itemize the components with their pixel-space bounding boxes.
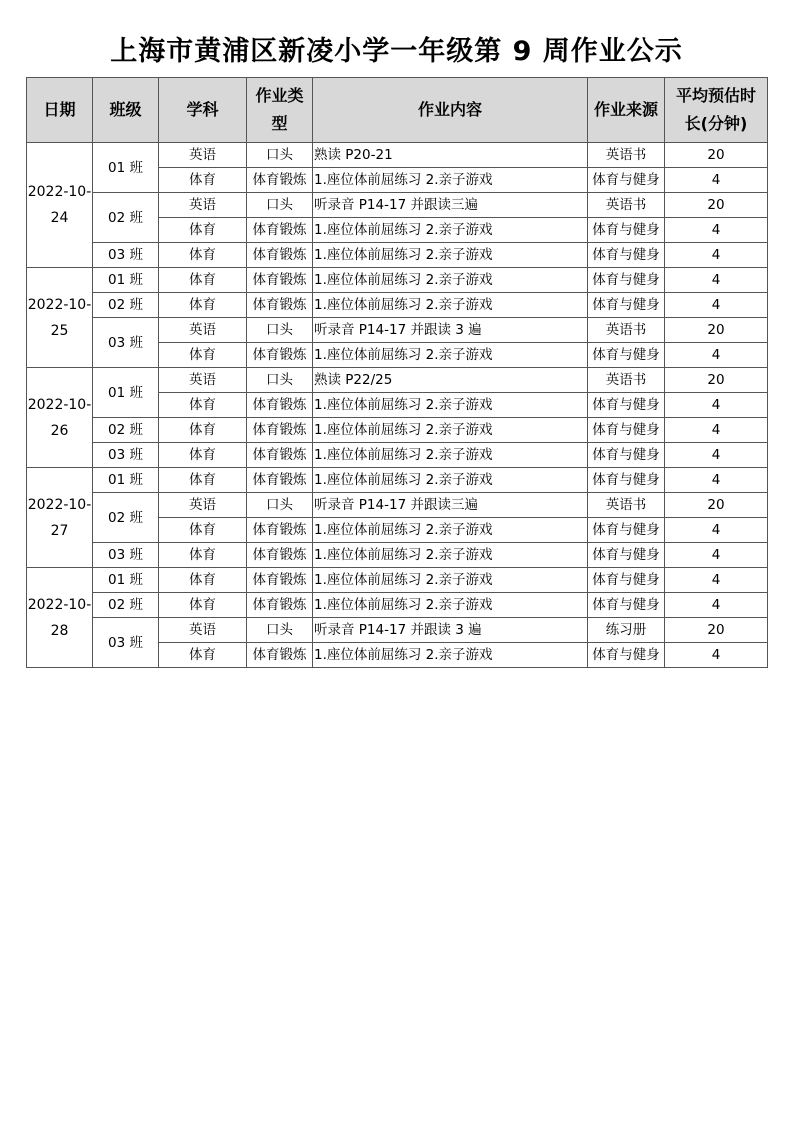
type-cell: 体育锻炼 xyxy=(247,643,313,668)
source-cell: 英语书 xyxy=(588,193,665,218)
date-line2: 26 xyxy=(50,422,69,439)
date-cell xyxy=(27,143,93,268)
content-cell: 1.座位体前屈练习 2.亲子游戏 xyxy=(313,293,588,318)
content-cell: 1.座位体前屈练习 2.亲子游戏 xyxy=(313,418,588,443)
header-time xyxy=(665,78,768,143)
header-class: 班级 xyxy=(93,78,159,143)
header-type-line1: 作业类 xyxy=(255,86,304,105)
content-cell: 1.座位体前屈练习 2.亲子游戏 xyxy=(313,568,588,593)
type-cell: 体育锻炼 xyxy=(247,243,313,268)
table-body xyxy=(27,143,768,668)
type-cell: 体育锻炼 xyxy=(247,343,313,368)
date-line1: 2022-10- xyxy=(27,184,92,200)
date-line1: 2022-10- xyxy=(27,296,92,313)
type-cell: 体育锻炼 xyxy=(247,418,313,443)
source-cell: 体育与健身 xyxy=(588,593,665,618)
subject-cell: 英语 xyxy=(159,368,247,393)
source-cell: 体育与健身 xyxy=(588,643,665,668)
header-date: 日期 xyxy=(27,78,93,143)
table-row xyxy=(27,318,768,343)
type-cell: 体育锻炼 xyxy=(247,168,313,193)
table-row xyxy=(27,268,768,293)
type-cell: 体育锻炼 xyxy=(247,268,313,293)
content-cell: 听录音 P14-17 并跟读三遍 xyxy=(313,493,588,518)
class-cell: 01 班 xyxy=(93,268,159,293)
subject-cell: 体育 xyxy=(159,543,247,568)
content-cell: 听录音 P14-17 并跟读 3 遍 xyxy=(313,618,588,643)
subject-cell: 体育 xyxy=(159,218,247,243)
time-cell: 20 xyxy=(665,318,768,343)
type-cell: 体育锻炼 xyxy=(247,468,313,493)
time-cell: 4 xyxy=(665,643,768,668)
subject-cell: 英语 xyxy=(159,193,247,218)
subject-cell: 体育 xyxy=(159,168,247,193)
source-cell: 体育与健身 xyxy=(588,418,665,443)
content-cell: 1.座位体前屈练习 2.亲子游戏 xyxy=(313,168,588,193)
subject-cell: 体育 xyxy=(159,268,247,293)
header-subject: 学科 xyxy=(159,78,247,143)
header-type xyxy=(247,78,313,143)
table-row xyxy=(27,493,768,518)
class-cell: 03 班 xyxy=(93,543,159,568)
table-row xyxy=(27,618,768,643)
source-cell: 体育与健身 xyxy=(588,243,665,268)
content-cell: 1.座位体前屈练习 2.亲子游戏 xyxy=(313,643,588,668)
class-cell: 02 班 xyxy=(93,418,159,443)
time-cell: 4 xyxy=(665,568,768,593)
subject-cell: 体育 xyxy=(159,418,247,443)
date-line2: 24 xyxy=(50,210,69,226)
subject-cell: 体育 xyxy=(159,293,247,318)
source-cell: 体育与健身 xyxy=(588,218,665,243)
source-cell: 英语书 xyxy=(588,493,665,518)
time-cell: 4 xyxy=(665,243,768,268)
time-cell: 20 xyxy=(665,618,768,643)
time-cell: 4 xyxy=(665,593,768,618)
class-cell: 03 班 xyxy=(93,243,159,268)
time-cell: 4 xyxy=(665,418,768,443)
class-cell: 01 班 xyxy=(93,568,159,593)
time-cell: 4 xyxy=(665,343,768,368)
table-row xyxy=(27,243,768,268)
page-title: 上海市黄浦区新凌小学一年级第 9 周作业公示 xyxy=(110,36,683,67)
source-cell: 英语书 xyxy=(588,368,665,393)
date-line1: 2022-10- xyxy=(27,596,92,613)
type-cell: 口头 xyxy=(247,618,313,643)
header-type-line2: 型 xyxy=(271,114,288,133)
table-row xyxy=(27,593,768,618)
content-cell: 听录音 P14-17 并跟读 3 遍 xyxy=(313,318,588,343)
subject-cell: 体育 xyxy=(159,643,247,668)
class-cell: 01 班 xyxy=(93,143,159,193)
type-cell: 体育锻炼 xyxy=(247,393,313,418)
table-row xyxy=(27,468,768,493)
source-cell: 体育与健身 xyxy=(588,568,665,593)
type-cell: 体育锻炼 xyxy=(247,518,313,543)
type-cell: 体育锻炼 xyxy=(247,293,313,318)
content-cell: 1.座位体前屈练习 2.亲子游戏 xyxy=(313,243,588,268)
date-line1: 2022-10- xyxy=(27,496,92,513)
source-cell: 练习册 xyxy=(588,618,665,643)
type-cell: 体育锻炼 xyxy=(247,593,313,618)
header-time-line2: 长(分钟) xyxy=(684,114,748,133)
header-time-line1: 平均预估时 xyxy=(675,86,756,105)
time-cell: 20 xyxy=(665,368,768,393)
date-line1: 2022-10- xyxy=(27,396,92,413)
header-source: 作业来源 xyxy=(588,78,665,143)
content-cell: 1.座位体前屈练习 2.亲子游戏 xyxy=(313,343,588,368)
subject-cell: 体育 xyxy=(159,593,247,618)
time-cell: 4 xyxy=(665,293,768,318)
source-cell: 英语书 xyxy=(588,143,665,168)
subject-cell: 体育 xyxy=(159,243,247,268)
subject-cell: 英语 xyxy=(159,493,247,518)
source-cell: 体育与健身 xyxy=(588,468,665,493)
content-cell: 听录音 P14-17 并跟读三遍 xyxy=(313,193,588,218)
content-cell: 1.座位体前屈练习 2.亲子游戏 xyxy=(313,468,588,493)
time-cell: 4 xyxy=(665,518,768,543)
class-cell: 01 班 xyxy=(93,468,159,493)
type-cell: 口头 xyxy=(247,193,313,218)
content-cell: 熟读 P20-21 xyxy=(313,143,588,168)
content-cell: 1.座位体前屈练习 2.亲子游戏 xyxy=(313,218,588,243)
subject-cell: 体育 xyxy=(159,393,247,418)
subject-cell: 体育 xyxy=(159,343,247,368)
source-cell: 体育与健身 xyxy=(588,293,665,318)
time-cell: 4 xyxy=(665,268,768,293)
source-cell: 体育与健身 xyxy=(588,343,665,368)
subject-cell: 体育 xyxy=(159,468,247,493)
class-cell: 02 班 xyxy=(93,493,159,543)
source-cell: 体育与健身 xyxy=(588,443,665,468)
table-row xyxy=(27,368,768,393)
header-content: 作业内容 xyxy=(313,78,588,143)
content-cell: 1.座位体前屈练习 2.亲子游戏 xyxy=(313,443,588,468)
content-cell: 1.座位体前屈练习 2.亲子游戏 xyxy=(313,268,588,293)
subject-cell: 体育 xyxy=(159,518,247,543)
source-cell: 体育与健身 xyxy=(588,543,665,568)
table-row xyxy=(27,418,768,443)
source-cell: 体育与健身 xyxy=(588,393,665,418)
subject-cell: 英语 xyxy=(159,618,247,643)
type-cell: 口头 xyxy=(247,143,313,168)
content-cell: 1.座位体前屈练习 2.亲子游戏 xyxy=(313,593,588,618)
table-row xyxy=(27,443,768,468)
content-cell: 熟读 P22/25 xyxy=(313,368,588,393)
table-row xyxy=(27,568,768,593)
type-cell: 口头 xyxy=(247,368,313,393)
time-cell: 4 xyxy=(665,543,768,568)
subject-cell: 英语 xyxy=(159,143,247,168)
time-cell: 4 xyxy=(665,393,768,418)
type-cell: 体育锻炼 xyxy=(247,443,313,468)
date-line2: 25 xyxy=(50,322,69,339)
time-cell: 4 xyxy=(665,218,768,243)
date-line2: 27 xyxy=(50,522,69,539)
type-cell: 口头 xyxy=(247,318,313,343)
class-cell: 02 班 xyxy=(93,193,159,243)
type-cell: 体育锻炼 xyxy=(247,568,313,593)
time-cell: 4 xyxy=(665,468,768,493)
date-cell xyxy=(27,268,93,368)
table-row xyxy=(27,193,768,218)
source-cell: 英语书 xyxy=(588,318,665,343)
table-row xyxy=(27,293,768,318)
class-cell: 01 班 xyxy=(93,368,159,418)
date-cell xyxy=(27,368,93,468)
type-cell: 口头 xyxy=(247,493,313,518)
table-row xyxy=(27,543,768,568)
source-cell: 体育与健身 xyxy=(588,168,665,193)
time-cell: 20 xyxy=(665,493,768,518)
date-cell xyxy=(27,568,93,668)
content-cell: 1.座位体前屈练习 2.亲子游戏 xyxy=(313,518,588,543)
content-cell: 1.座位体前屈练习 2.亲子游戏 xyxy=(313,543,588,568)
time-cell: 4 xyxy=(665,168,768,193)
subject-cell: 体育 xyxy=(159,443,247,468)
date-cell xyxy=(27,468,93,568)
content-cell: 1.座位体前屈练习 2.亲子游戏 xyxy=(313,393,588,418)
table-row xyxy=(27,143,768,168)
source-cell: 体育与健身 xyxy=(588,518,665,543)
type-cell: 体育锻炼 xyxy=(247,543,313,568)
source-cell: 体育与健身 xyxy=(588,268,665,293)
homework-table xyxy=(26,77,768,668)
class-cell: 02 班 xyxy=(93,293,159,318)
header-row xyxy=(27,78,768,143)
time-cell: 20 xyxy=(665,143,768,168)
subject-cell: 英语 xyxy=(159,318,247,343)
date-line2: 28 xyxy=(50,622,69,639)
time-cell: 4 xyxy=(665,443,768,468)
type-cell: 体育锻炼 xyxy=(247,218,313,243)
class-cell: 02 班 xyxy=(93,593,159,618)
time-cell: 20 xyxy=(665,193,768,218)
class-cell: 03 班 xyxy=(93,618,159,668)
class-cell: 03 班 xyxy=(93,443,159,468)
subject-cell: 体育 xyxy=(159,568,247,593)
class-cell: 03 班 xyxy=(93,318,159,368)
